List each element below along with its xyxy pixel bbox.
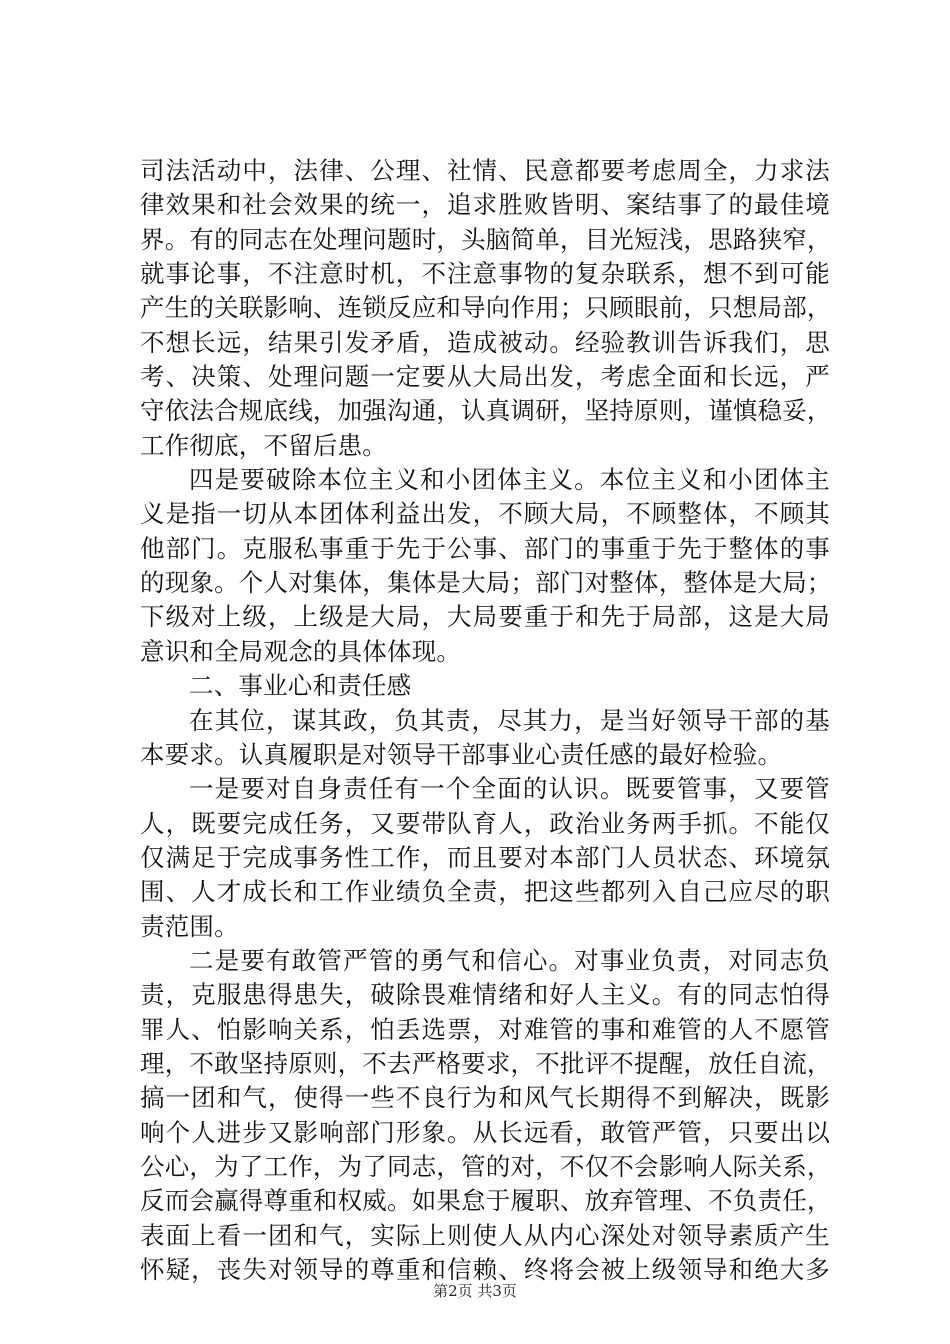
text-line: 怀疑，丧失对领导的尊重和信赖、终将会被上级领导和绝大多 <box>140 1255 830 1284</box>
text-line: 罪人、怕影响关系，怕丢选票，对难管的事和难管的人不愿管 <box>140 1014 830 1044</box>
text-line: 仅满足于完成事务性工作，而且要对本部门人员状态、环境氛 <box>140 842 830 872</box>
text-line: 表面上看一团和气，实际上则使人从内心深处对领导素质产生 <box>140 1220 830 1250</box>
text-line: 意识和全局观念的具体体现。 <box>140 636 462 666</box>
text-line: 责，克服患得患失，破除畏难情绪和好人主义。有的同志怕得 <box>140 980 830 1010</box>
text-line: 界。有的同志在处理问题时，头脑简单，目光短浅，思路狭窄， <box>140 224 832 254</box>
text-line: 他部门。克服私事重于先于公事、部门的事重于先于整体的事 <box>140 533 830 563</box>
text-line: 四是要破除本位主义和小团体主义。本位主义和小团体主 <box>189 465 830 495</box>
text-line: 二是要有敢管严管的勇气和信心。对事业负责，对同志负 <box>189 945 830 975</box>
text-line: 本要求。认真履职是对领导干部事业心责任感的最好检验。 <box>140 739 783 769</box>
text-line: 二、事业心和责任感 <box>189 671 412 701</box>
text-line: 响个人进步又影响部门形象。从长远看，敢管严管，只要出以 <box>140 1117 830 1147</box>
text-line: 下级对上级，上级是大局，大局要重于和先于局部，这是大局 <box>140 602 830 632</box>
text-line: 考、决策、处理问题一定要从大局出发，考虑全面和长远，严 <box>140 362 830 392</box>
text-line: 产生的关联影响、连锁反应和导向作用；只顾眼前，只想局部， <box>140 293 832 323</box>
text-line: 司法活动中，法律、公理、社情、民意都要考虑周全，力求法 <box>140 156 830 185</box>
text-line: 理，不敢坚持原则，不去严格要求，不批评不提醒，放任自流， <box>140 1048 832 1078</box>
body-text <box>140 154 830 1287</box>
text-line: 责范围。 <box>140 911 239 941</box>
text-line: 在其位，谋其政，负其责，尽其力，是当好领导干部的基 <box>189 705 830 735</box>
text-line: 人，既要完成任务，又要带队育人，政治业务两手抓。不能仅 <box>140 808 830 838</box>
text-line: 律效果和社会效果的统一，追求胜败皆明、案结事了的最佳境 <box>140 190 830 220</box>
text-line: 的现象。个人对集体，集体是大局；部门对整体，整体是大局； <box>140 568 832 598</box>
text-line: 搞一团和气，使得一些不良行为和风气长期得不到解决，既影 <box>140 1083 830 1113</box>
page-footer: 第2页 共3页 <box>433 1282 517 1300</box>
text-line: 不想长远，结果引发矛盾，造成被动。经验教训告诉我们，思 <box>140 327 830 357</box>
text-line: 守依法合规底线，加强沟通，认真调研，坚持原则，谨慎稳妥， <box>140 396 832 426</box>
text-line: 围、人才成长和工作业绩负全责，把这些都列入自己应尽的职 <box>140 877 830 907</box>
text-line: 公心，为了工作，为了同志，管的对，不仅不会影响人际关系， <box>140 1151 832 1181</box>
text-line: 就事论事，不注意时机，不注意事物的复杂联系，想不到可能 <box>140 259 830 289</box>
text-line: 反而会赢得尊重和权威。如果怠于履职、放弃管理、不负责任， <box>140 1186 832 1216</box>
text-line: 工作彻底，不留后患。 <box>140 430 387 460</box>
text-line: 一是要对自身责任有一个全面的认识。既要管事，又要管 <box>189 774 830 804</box>
text-line: 义是指一切从本团体利益出发，不顾大局，不顾整体，不顾其 <box>140 499 830 529</box>
